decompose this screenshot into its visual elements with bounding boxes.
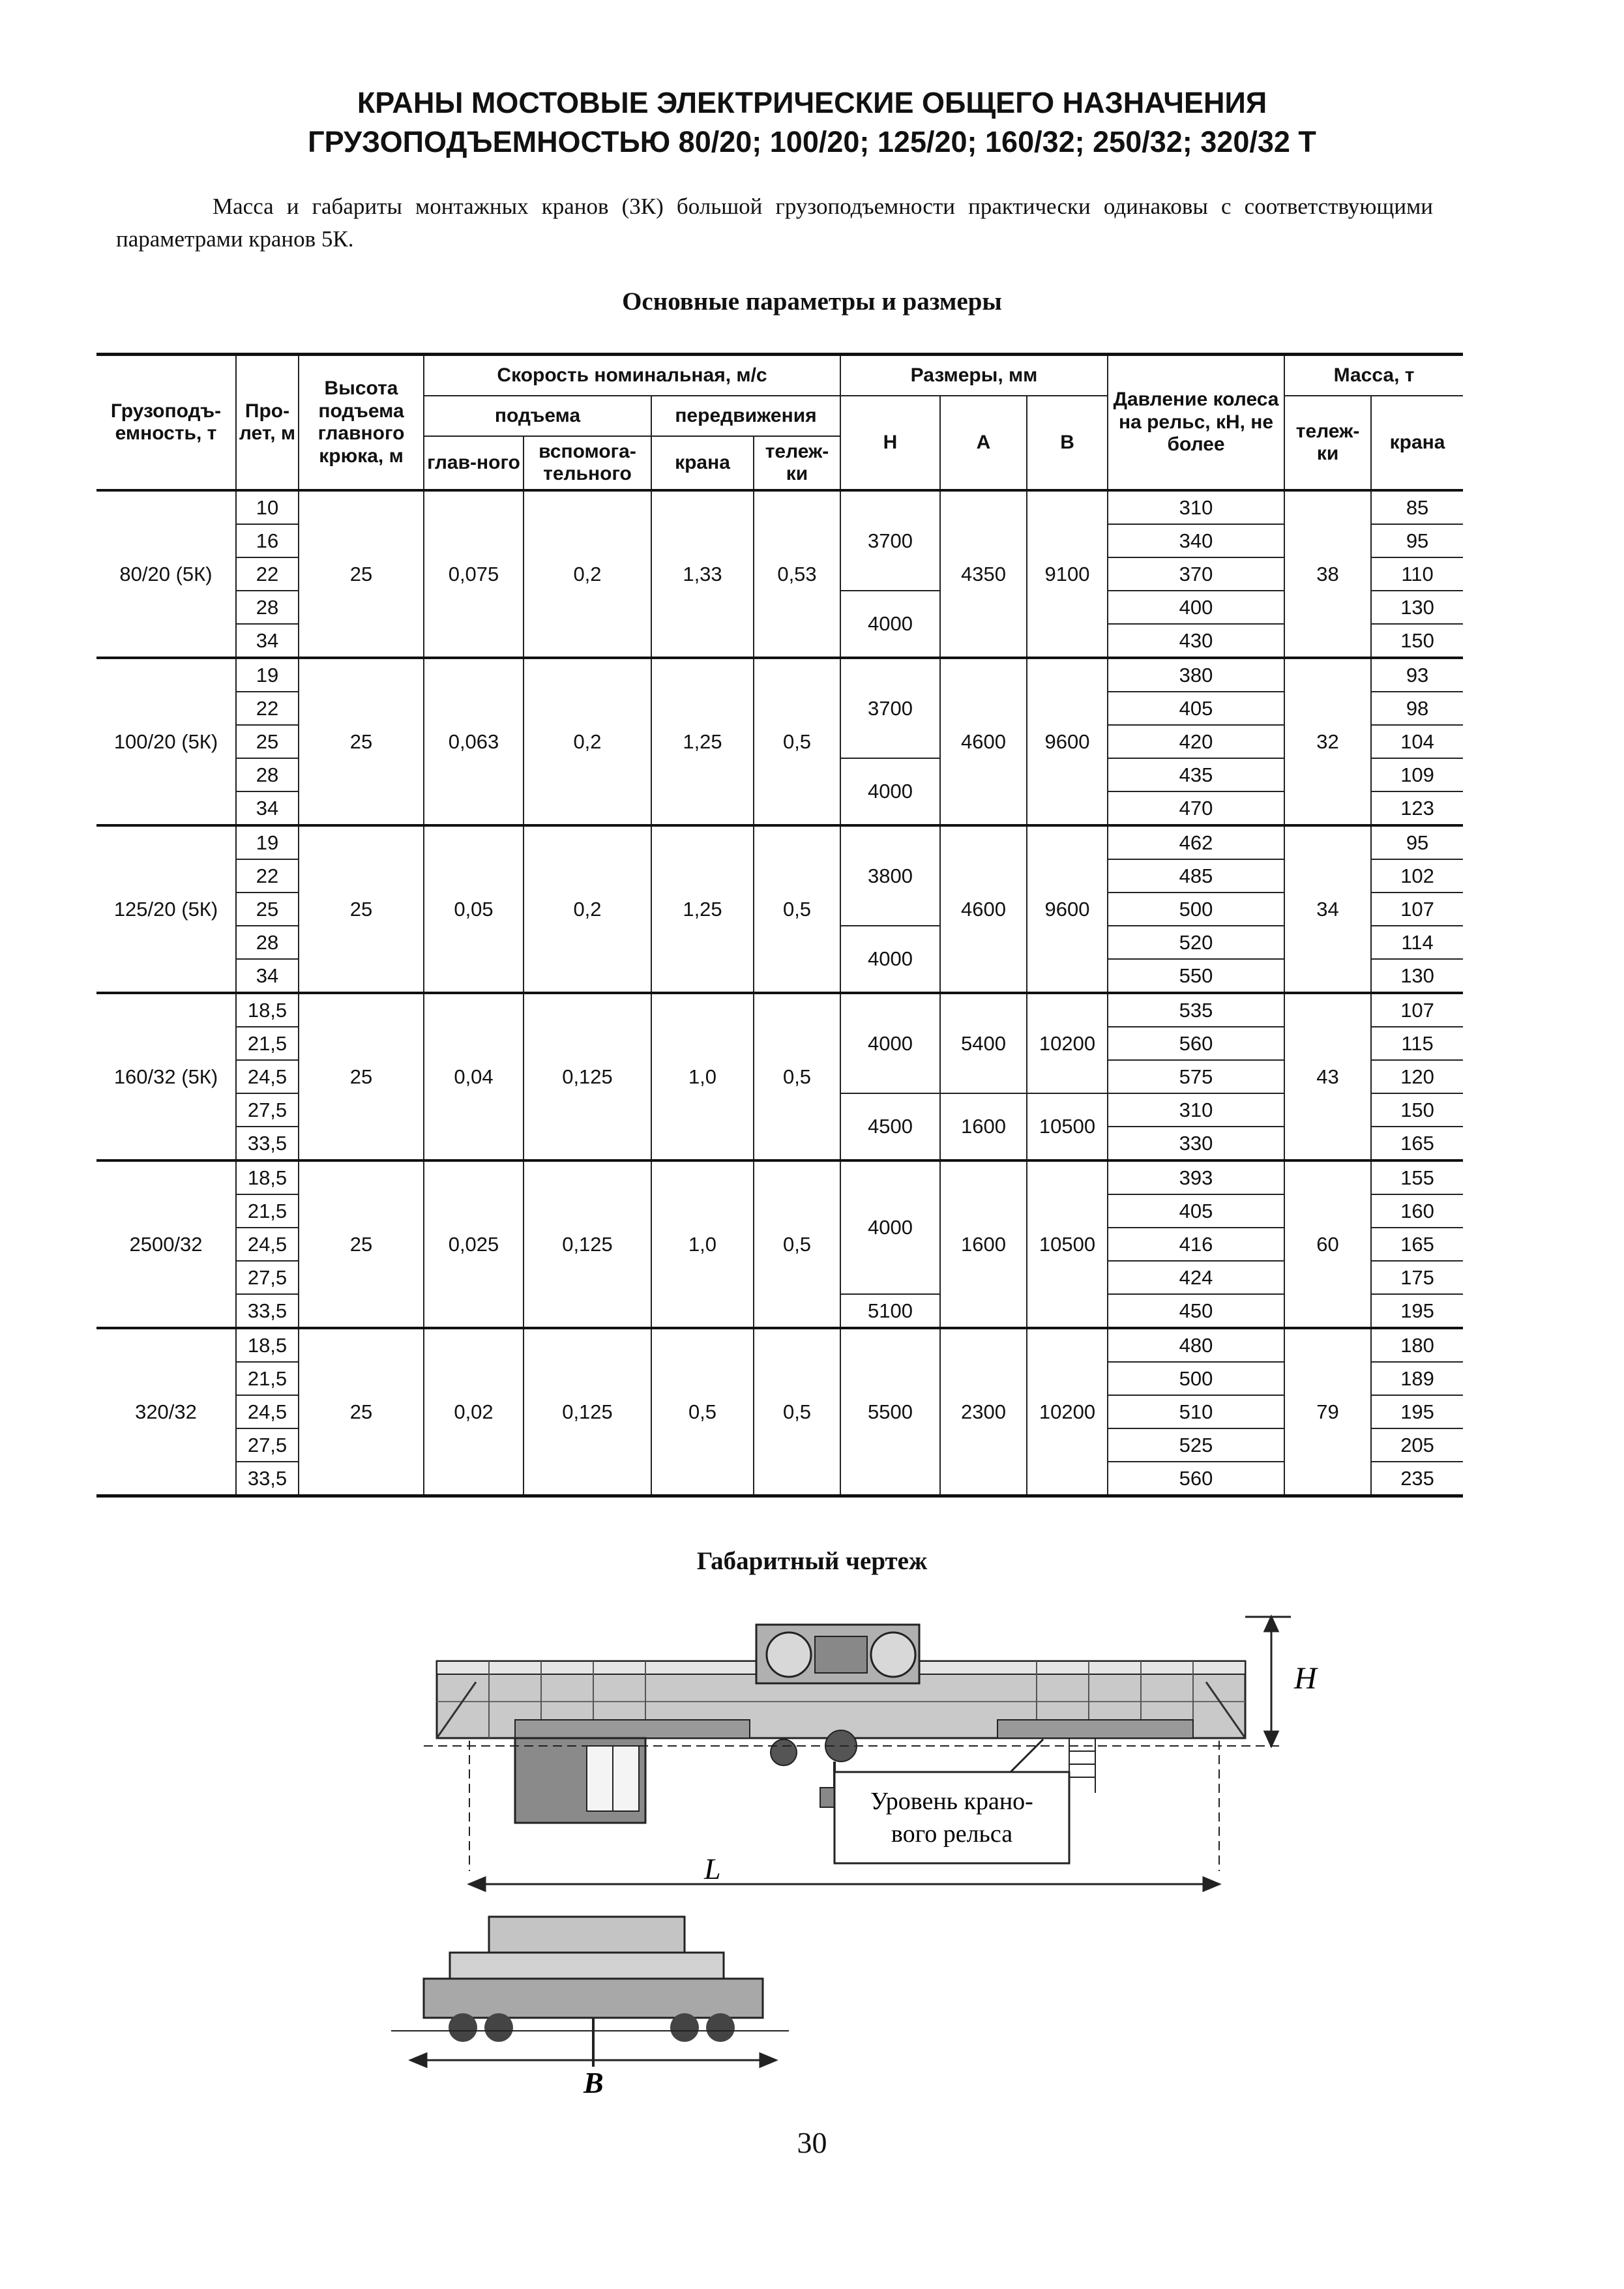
cell-speed-crane: 1,0 bbox=[651, 1160, 754, 1328]
cell-mass-trolley: 43 bbox=[1284, 993, 1371, 1160]
cell-mass-trolley: 34 bbox=[1284, 825, 1371, 993]
cell-span: 10 bbox=[236, 490, 299, 524]
span-dimension bbox=[469, 1878, 1219, 1891]
cell-speed-trolley: 0,5 bbox=[754, 825, 840, 993]
cell-pressure: 370 bbox=[1108, 557, 1284, 591]
cell-lift-height: 25 bbox=[299, 490, 424, 658]
cell-dim-h: 3800 bbox=[840, 825, 940, 926]
cell-span: 34 bbox=[236, 791, 299, 825]
cell-span: 21,5 bbox=[236, 1362, 299, 1395]
cell-mass-trolley: 38 bbox=[1284, 490, 1371, 658]
cell-span: 27,5 bbox=[236, 1093, 299, 1127]
cell-dim-b: 9600 bbox=[1027, 658, 1108, 825]
cell-speed-crane: 1,25 bbox=[651, 825, 754, 993]
cell-mass-crane: 235 bbox=[1371, 1462, 1463, 1496]
cell-pressure: 405 bbox=[1108, 692, 1284, 725]
cell-dim-b: 10200 bbox=[1027, 993, 1108, 1093]
table-row bbox=[96, 1328, 1463, 1362]
cell-dim-b: 9100 bbox=[1027, 490, 1108, 658]
cell-capacity: 2500/32 bbox=[96, 1160, 236, 1328]
cell-span: 34 bbox=[236, 959, 299, 993]
header-span: Про-лет, м bbox=[236, 355, 299, 491]
cell-pressure: 535 bbox=[1108, 993, 1284, 1027]
label-h: H bbox=[1294, 1661, 1317, 1696]
cell-capacity: 160/32 (5К) bbox=[96, 993, 236, 1160]
cell-pressure: 393 bbox=[1108, 1160, 1284, 1194]
cell-speed-main: 0,025 bbox=[424, 1160, 524, 1328]
cell-capacity: 100/20 (5К) bbox=[96, 658, 236, 825]
cell-dim-h: 4000 bbox=[840, 993, 940, 1093]
rail-level-callout bbox=[834, 1739, 1069, 1863]
cell-pressure: 416 bbox=[1108, 1228, 1284, 1261]
cell-speed-trolley: 0,5 bbox=[754, 1160, 840, 1328]
operator-cab bbox=[515, 1738, 645, 1823]
cell-dim-a: 4600 bbox=[940, 825, 1027, 993]
cell-mass-crane: 160 bbox=[1371, 1194, 1463, 1228]
page-title-line-2: ГРУЗОПОДЪЕМНОСТЬЮ 80/20; 100/20; 125/20; 160/32; 250/32; 320/32 Т bbox=[308, 125, 1316, 158]
cell-dim-h: 5500 bbox=[840, 1328, 940, 1496]
crane-outline-drawing bbox=[385, 1597, 1317, 2119]
cell-mass-crane: 93 bbox=[1371, 658, 1463, 692]
cell-pressure: 405 bbox=[1108, 1194, 1284, 1228]
cell-speed-main: 0,063 bbox=[424, 658, 524, 825]
header-trolley-travel: тележ-ки bbox=[754, 436, 840, 490]
crane-end-view bbox=[391, 1917, 789, 2067]
cell-span: 33,5 bbox=[236, 1127, 299, 1160]
cell-pressure: 424 bbox=[1108, 1261, 1284, 1294]
cell-dim-a: 4600 bbox=[940, 658, 1027, 825]
page-number: 30 bbox=[797, 2126, 827, 2159]
header-dim-a: А bbox=[940, 396, 1027, 490]
cell-mass-trolley: 32 bbox=[1284, 658, 1371, 825]
cell-capacity: 125/20 (5К) bbox=[96, 825, 236, 993]
cell-span: 19 bbox=[236, 658, 299, 692]
cell-mass-crane: 195 bbox=[1371, 1294, 1463, 1328]
cell-mass-crane: 155 bbox=[1371, 1160, 1463, 1194]
cell-span: 24,5 bbox=[236, 1060, 299, 1093]
cell-span: 34 bbox=[236, 624, 299, 658]
cell-mass-crane: 102 bbox=[1371, 859, 1463, 893]
cell-pressure: 500 bbox=[1108, 1362, 1284, 1395]
cell-pressure: 560 bbox=[1108, 1462, 1284, 1496]
cell-span: 27,5 bbox=[236, 1261, 299, 1294]
cell-span: 24,5 bbox=[236, 1228, 299, 1261]
cell-dim-b: 10500 bbox=[1027, 1160, 1108, 1328]
header-lift-height: Высота подъема главного крюка, м bbox=[299, 355, 424, 491]
cell-speed-trolley: 0,5 bbox=[754, 658, 840, 825]
cell-pressure: 380 bbox=[1108, 658, 1284, 692]
cell-pressure: 330 bbox=[1108, 1127, 1284, 1160]
cell-span: 22 bbox=[236, 859, 299, 893]
cell-pressure: 310 bbox=[1108, 1093, 1284, 1127]
cell-speed-trolley: 0,5 bbox=[754, 1328, 840, 1496]
cell-span: 33,5 bbox=[236, 1294, 299, 1328]
cell-mass-crane: 189 bbox=[1371, 1362, 1463, 1395]
cell-speed-aux: 0,2 bbox=[524, 490, 651, 658]
cell-capacity: 80/20 (5К) bbox=[96, 490, 236, 658]
cell-speed-aux: 0,2 bbox=[524, 658, 651, 825]
cell-pressure: 500 bbox=[1108, 893, 1284, 926]
header-lift-speed: подъема bbox=[424, 396, 651, 436]
header-dimensions: Размеры, мм bbox=[840, 355, 1108, 396]
cell-span: 28 bbox=[236, 591, 299, 624]
cell-mass-crane: 123 bbox=[1371, 791, 1463, 825]
cell-dim-b: 10500 bbox=[1027, 1093, 1108, 1160]
cell-mass-trolley: 79 bbox=[1284, 1328, 1371, 1496]
cell-mass-crane: 109 bbox=[1371, 758, 1463, 791]
header-wheel-pressure: Давление колеса на рельс, кН, не более bbox=[1108, 355, 1284, 491]
cell-mass-crane: 175 bbox=[1371, 1261, 1463, 1294]
cell-dim-h: 4500 bbox=[840, 1093, 940, 1160]
cell-span: 21,5 bbox=[236, 1194, 299, 1228]
cell-pressure: 450 bbox=[1108, 1294, 1284, 1328]
label-l: L bbox=[704, 1852, 721, 1885]
cell-pressure: 575 bbox=[1108, 1060, 1284, 1093]
cell-mass-crane: 130 bbox=[1371, 591, 1463, 624]
cell-span: 24,5 bbox=[236, 1395, 299, 1428]
parameters-table bbox=[96, 353, 1463, 1498]
rail-label-line-2: вого рельса bbox=[891, 1820, 1013, 1848]
cell-speed-main: 0,05 bbox=[424, 825, 524, 993]
cell-mass-crane: 85 bbox=[1371, 490, 1463, 524]
cell-speed-aux: 0,125 bbox=[524, 993, 651, 1160]
cell-span: 33,5 bbox=[236, 1462, 299, 1496]
header-main-hoist: глав-ного bbox=[424, 436, 524, 490]
cell-pressure: 470 bbox=[1108, 791, 1284, 825]
table-row bbox=[96, 658, 1463, 692]
cell-dim-b: 10200 bbox=[1027, 1328, 1108, 1496]
cell-mass-crane: 120 bbox=[1371, 1060, 1463, 1093]
cell-dim-h: 4000 bbox=[840, 758, 940, 825]
cell-span: 18,5 bbox=[236, 1160, 299, 1194]
header-capacity: Грузоподъ-емность, т bbox=[96, 355, 236, 491]
cell-span: 28 bbox=[236, 758, 299, 791]
cell-mass-crane: 115 bbox=[1371, 1027, 1463, 1060]
cell-pressure: 340 bbox=[1108, 524, 1284, 557]
header-aux-hoist: вспомога-тельного bbox=[524, 436, 651, 490]
cell-lift-height: 25 bbox=[299, 658, 424, 825]
cell-speed-trolley: 0,53 bbox=[754, 490, 840, 658]
cell-speed-main: 0,02 bbox=[424, 1328, 524, 1496]
header-speed: Скорость номинальная, м/с bbox=[424, 355, 840, 396]
cell-dim-h: 4000 bbox=[840, 591, 940, 658]
cell-speed-crane: 1,33 bbox=[651, 490, 754, 658]
cell-speed-aux: 0,125 bbox=[524, 1160, 651, 1328]
cell-span: 18,5 bbox=[236, 993, 299, 1027]
cell-span: 28 bbox=[236, 926, 299, 959]
cell-dim-h: 5100 bbox=[840, 1294, 940, 1328]
drawing-heading: Габаритный чертеж bbox=[696, 1547, 928, 1575]
table-row bbox=[96, 1160, 1463, 1194]
cell-speed-trolley: 0,5 bbox=[754, 993, 840, 1160]
cell-span: 27,5 bbox=[236, 1428, 299, 1462]
table-row bbox=[96, 993, 1463, 1027]
cell-mass-crane: 114 bbox=[1371, 926, 1463, 959]
cell-mass-crane: 195 bbox=[1371, 1395, 1463, 1428]
cell-span: 25 bbox=[236, 725, 299, 758]
cell-pressure: 430 bbox=[1108, 624, 1284, 658]
cell-speed-main: 0,04 bbox=[424, 993, 524, 1160]
cell-mass-crane: 165 bbox=[1371, 1127, 1463, 1160]
height-dimension bbox=[1245, 1617, 1291, 1746]
cell-dim-h: 3700 bbox=[840, 658, 940, 758]
cell-mass-crane: 130 bbox=[1371, 959, 1463, 993]
cell-mass-trolley: 60 bbox=[1284, 1160, 1371, 1328]
cell-mass-crane: 104 bbox=[1371, 725, 1463, 758]
cell-dim-b: 9600 bbox=[1027, 825, 1108, 993]
cell-speed-crane: 1,25 bbox=[651, 658, 754, 825]
page-title-line-1: КРАНЫ МОСТОВЫЕ ЭЛЕКТРИЧЕСКИЕ ОБЩЕГО НАЗНАЧЕНИЯ bbox=[357, 86, 1267, 119]
cell-span: 21,5 bbox=[236, 1027, 299, 1060]
cell-pressure: 550 bbox=[1108, 959, 1284, 993]
cell-mass-crane: 165 bbox=[1371, 1228, 1463, 1261]
cell-mass-crane: 95 bbox=[1371, 825, 1463, 859]
header-mass: Масса, т bbox=[1284, 355, 1463, 396]
header-travel-speed: передвижения bbox=[651, 396, 840, 436]
cell-span: 22 bbox=[236, 557, 299, 591]
cell-pressure: 520 bbox=[1108, 926, 1284, 959]
header-mass-trolley: тележ-ки bbox=[1284, 396, 1371, 490]
cell-pressure: 310 bbox=[1108, 490, 1284, 524]
cell-speed-main: 0,075 bbox=[424, 490, 524, 658]
cell-dim-a: 4350 bbox=[940, 490, 1027, 658]
cell-pressure: 480 bbox=[1108, 1328, 1284, 1362]
cell-capacity: 320/32 bbox=[96, 1328, 236, 1496]
cell-dim-a: 5400 bbox=[940, 993, 1027, 1093]
cell-pressure: 400 bbox=[1108, 591, 1284, 624]
table-heading: Основные параметры и размеры bbox=[622, 288, 1002, 316]
cell-pressure: 525 bbox=[1108, 1428, 1284, 1462]
cell-speed-crane: 1,0 bbox=[651, 993, 754, 1160]
cell-dim-h: 4000 bbox=[840, 1160, 940, 1294]
cell-mass-crane: 107 bbox=[1371, 993, 1463, 1027]
cell-lift-height: 25 bbox=[299, 1328, 424, 1496]
cell-pressure: 435 bbox=[1108, 758, 1284, 791]
cell-speed-aux: 0,125 bbox=[524, 1328, 651, 1496]
rail-label-line-1: Уровень крано- bbox=[870, 1788, 1033, 1815]
cell-dim-a: 1600 bbox=[940, 1093, 1027, 1160]
cell-mass-crane: 95 bbox=[1371, 524, 1463, 557]
cell-pressure: 510 bbox=[1108, 1395, 1284, 1428]
cell-dim-a: 1600 bbox=[940, 1160, 1027, 1328]
cell-dim-h: 3700 bbox=[840, 490, 940, 591]
cell-pressure: 560 bbox=[1108, 1027, 1284, 1060]
cell-lift-height: 25 bbox=[299, 1160, 424, 1328]
cell-pressure: 485 bbox=[1108, 859, 1284, 893]
cell-lift-height: 25 bbox=[299, 993, 424, 1160]
cell-pressure: 420 bbox=[1108, 725, 1284, 758]
cell-span: 25 bbox=[236, 893, 299, 926]
cell-span: 22 bbox=[236, 692, 299, 725]
page-title bbox=[0, 83, 1624, 162]
cell-mass-crane: 107 bbox=[1371, 893, 1463, 926]
header-mass-crane: крана bbox=[1371, 396, 1463, 490]
intro-paragraph: Масса и габариты монтажных кранов (3К) большой грузоподъемности практически одинаковы с соответствующими параметрами кранов 5К. bbox=[116, 194, 1433, 252]
cell-mass-crane: 98 bbox=[1371, 692, 1463, 725]
header-crane-travel: крана bbox=[651, 436, 754, 490]
cell-mass-crane: 150 bbox=[1371, 1093, 1463, 1127]
header-dim-b: В bbox=[1027, 396, 1108, 490]
cell-mass-crane: 110 bbox=[1371, 557, 1463, 591]
header-dim-h: Н bbox=[840, 396, 940, 490]
cell-lift-height: 25 bbox=[299, 825, 424, 993]
table-row bbox=[96, 490, 1463, 524]
cell-pressure: 462 bbox=[1108, 825, 1284, 859]
label-b: B bbox=[583, 2066, 604, 2099]
cell-mass-crane: 205 bbox=[1371, 1428, 1463, 1462]
cell-mass-crane: 150 bbox=[1371, 624, 1463, 658]
cell-span: 16 bbox=[236, 524, 299, 557]
cell-span: 18,5 bbox=[236, 1328, 299, 1362]
cell-speed-aux: 0,2 bbox=[524, 825, 651, 993]
cell-dim-h: 4000 bbox=[840, 926, 940, 993]
cell-speed-crane: 0,5 bbox=[651, 1328, 754, 1496]
cell-mass-crane: 180 bbox=[1371, 1328, 1463, 1362]
cell-span: 19 bbox=[236, 825, 299, 859]
cell-dim-a: 2300 bbox=[940, 1328, 1027, 1496]
table-row bbox=[96, 825, 1463, 859]
